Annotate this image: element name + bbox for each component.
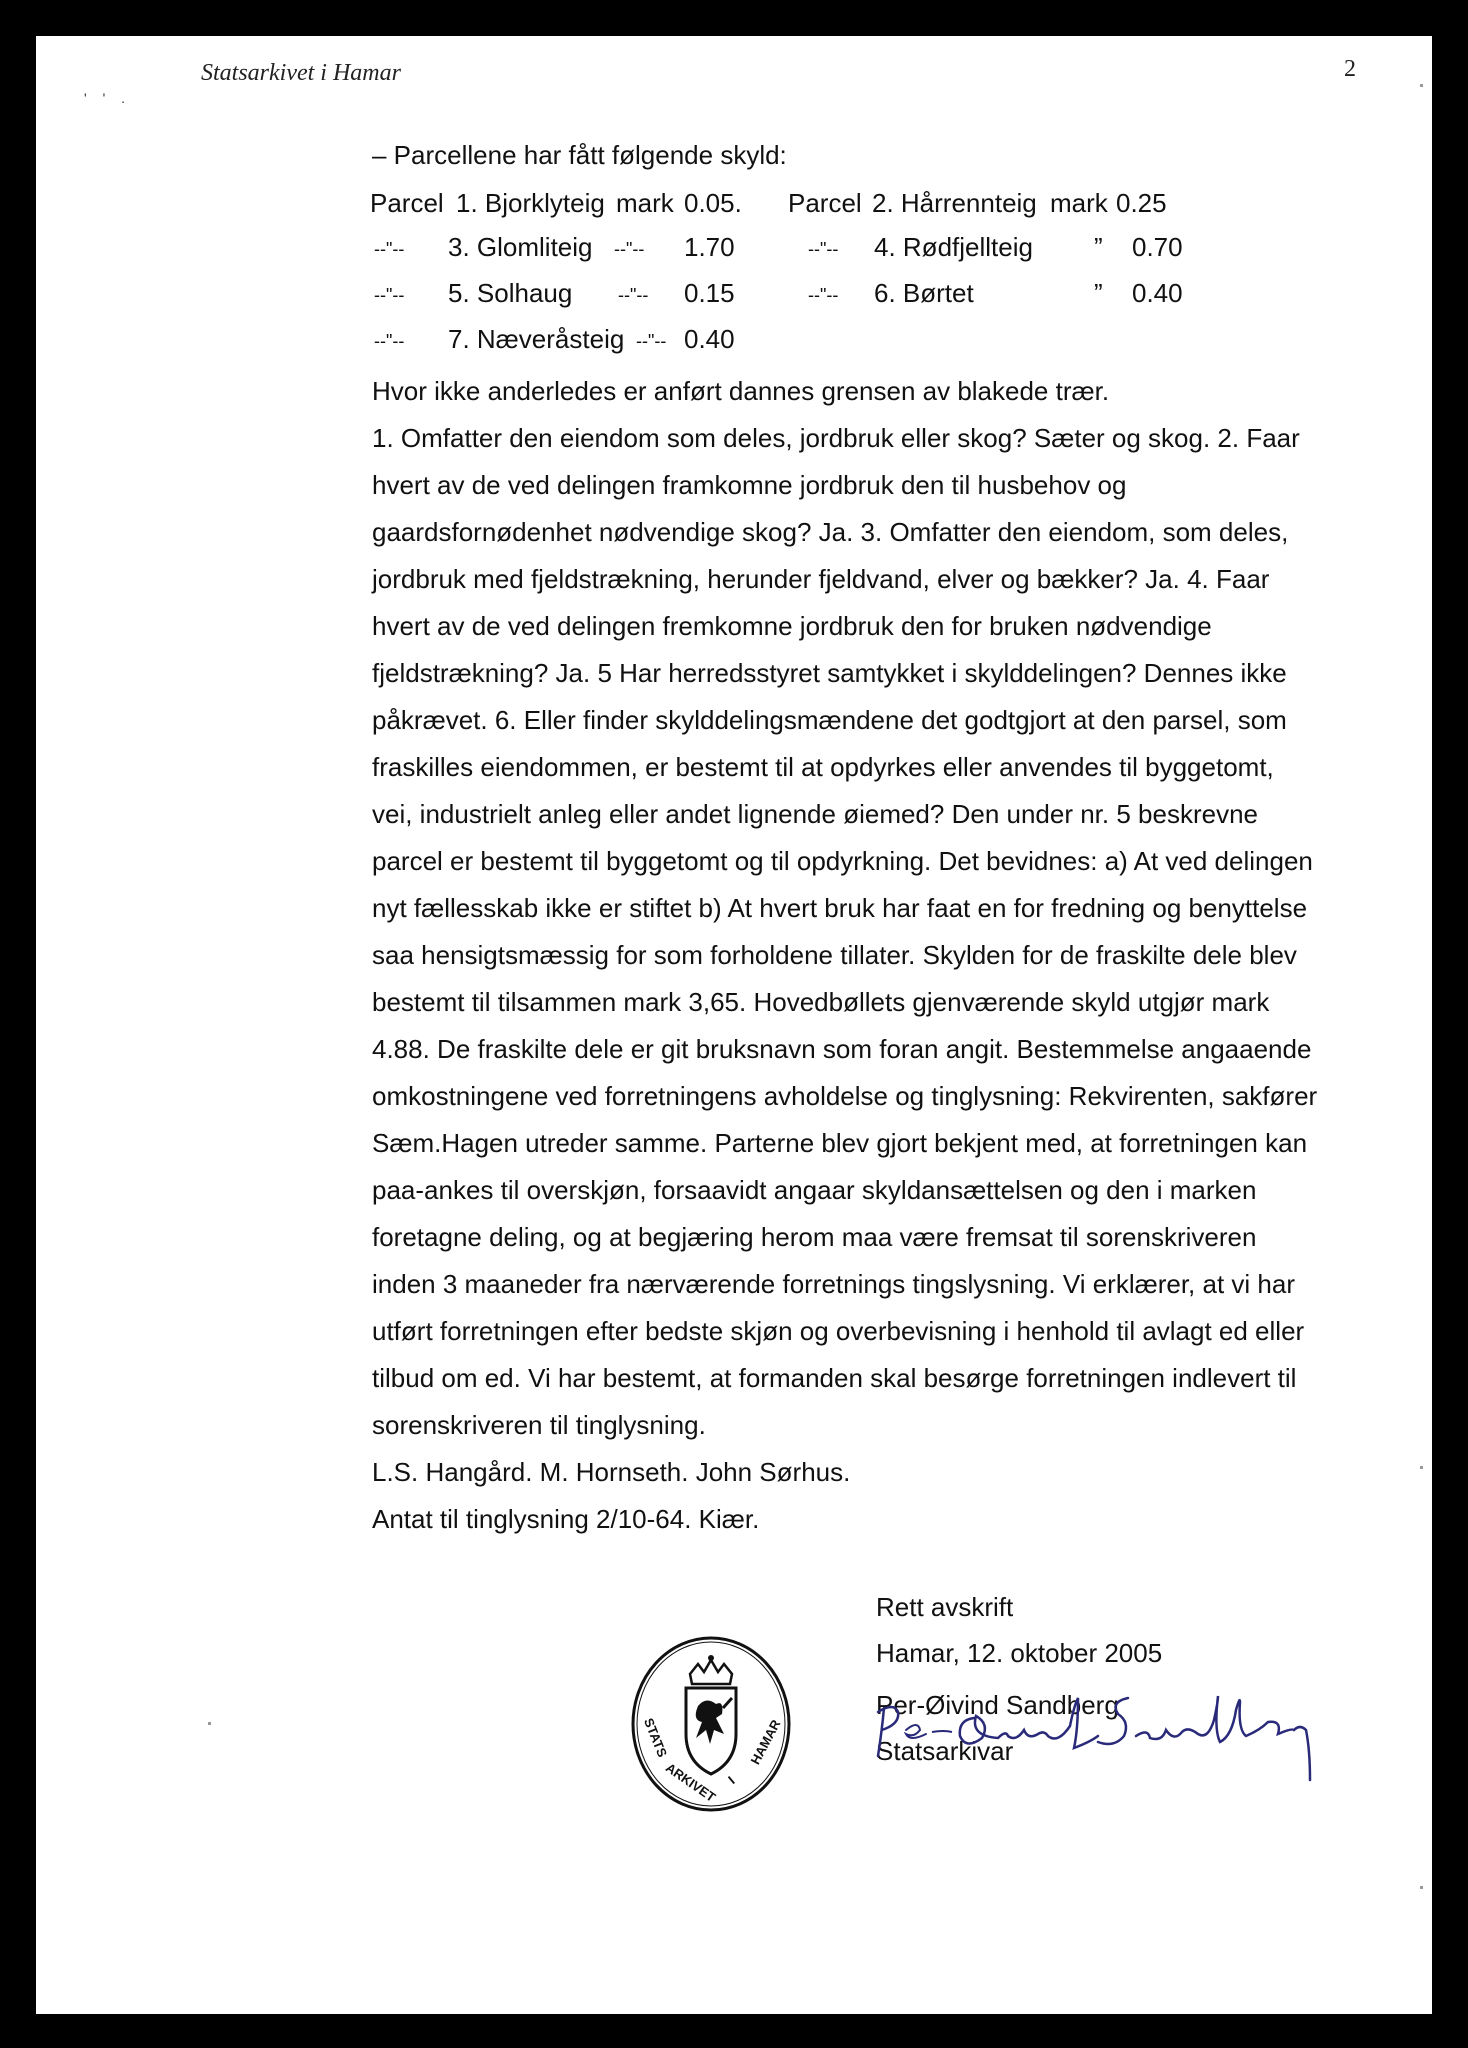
body-line: nyt fællesskab ikke er stiftet b) At hvert bruk har faat en for fredning og benyttelse — [372, 893, 1308, 923]
body-line: bestemt til tilsammen mark 3,65. Hovedbøllets gjenværende skyld utgjør mark — [372, 987, 1270, 1017]
body-line: 4.88. De fraskilte dele er git bruksnavn som foran angit. Bestemmelse angaaende — [372, 1034, 1312, 1064]
archive-header: Statsarkivet i Hamar — [201, 60, 401, 86]
body-line: tilbud om ed. Vi har bestemt, at formanden skal besørge forretningen indlevert til — [372, 1363, 1297, 1393]
body-line: Antat til tinglysning 2/10-64. Kiær. — [372, 1504, 760, 1534]
signer-title: Statsarkivar — [876, 1736, 1014, 1766]
parcel-mid: ” — [1094, 278, 1103, 308]
parcel-prefix: Parcel — [370, 188, 444, 218]
parcel-name: 4. Rødfjellteig — [874, 232, 1033, 262]
body-line: fjeldstrækning? Ja. 5 Har herredsstyret samtykket i skylddelingen? Dennes ikke — [372, 658, 1287, 688]
body-line: inden 3 maaneder fra nærværende forretnings tingslysning. Vi erklærer, at vi har — [372, 1269, 1295, 1299]
parcel-mid: --"-- — [614, 239, 645, 259]
parcel-value: 0.25 — [1116, 188, 1167, 218]
body-text — [372, 368, 1392, 1543]
svg-text:STATS: STATS — [640, 1715, 671, 1760]
body-line: parcel er bestemt til byggetomt og til opdyrkning. Det bevidnes: a) At ved delingen — [372, 846, 1313, 876]
parcel-prefix: --"-- — [374, 331, 405, 351]
page-number: 2 — [1344, 56, 1356, 82]
svg-text:ARKIVET: ARKIVET — [663, 1759, 719, 1805]
parcel-prefix: --"-- — [808, 239, 839, 259]
parcel-prefix: Parcel — [788, 188, 862, 218]
body-line: vei, industrielt anleg eller andet lignende øiemed? Den under nr. 5 beskrevne — [372, 799, 1258, 829]
parcel-mid: --"-- — [636, 331, 667, 351]
parcel-prefix: --"-- — [374, 285, 405, 305]
body-line: saa hensigtsmæssig for som forholdene tillater. Skylden for de fraskilte dele blev — [372, 940, 1297, 970]
svg-text:I: I — [725, 1773, 738, 1787]
body-line: Hvor ikke anderledes er anført dannes grensen av blakede trær. — [372, 376, 1110, 406]
body-line: L.S. Hangård. M. Hornseth. John Sørhus. — [372, 1457, 851, 1487]
body-line: sorenskriveren til tinglysning. — [372, 1410, 706, 1440]
parcel-prefix: --"-- — [808, 285, 839, 305]
body-line: foretagne deling, og at begjæring herom maa være fremsat til sorenskriveren — [372, 1222, 1257, 1252]
certification-label: Rett avskrift — [876, 1592, 1014, 1622]
body-line: utført forretningen efter bedste skjøn og overbevisning i henhold til avlagt ed eller — [372, 1316, 1305, 1346]
parcel-value: 0.15 — [684, 278, 735, 308]
parcel-value: 0.40 — [684, 324, 735, 354]
parcel-name: 6. Børtet — [874, 278, 974, 308]
body-line: paa-ankes til overskjøn, forsaavidt angaar skyldansættelsen og den i marken — [372, 1175, 1257, 1205]
parcel-name: 2. Hårrennteig — [872, 188, 1037, 218]
body-line: Sæm.Hagen utreder samme. Parterne blev gjort bekjent med, at forretningen kan — [372, 1128, 1308, 1158]
parcel-name: 3. Glomliteig — [448, 232, 593, 262]
parcels-intro: – Parcellene har fått følgende skyld: — [372, 140, 787, 170]
document-page — [36, 36, 1432, 2014]
parcel-mid: mark — [616, 188, 674, 218]
parcel-name: 5. Solhaug — [448, 278, 573, 308]
parcel-value: 0.70 — [1132, 232, 1183, 262]
body-line: gaardsfornødenhet nødvendige skog? Ja. 3. Omfatter den eiendom, som deles, — [372, 517, 1289, 547]
parcel-mid: --"-- — [618, 285, 649, 305]
body-line: hvert av de ved delingen fremkomne jordbruk den for bruken nødvendige — [372, 611, 1212, 641]
body-line: jordbruk med fjeldstrækning, herunder fjeldvand, elver og bækker? Ja. 4. Faar — [372, 564, 1270, 594]
parcel-value: 1.70 — [684, 232, 735, 262]
parcel-name: 1. Bjorklyteig — [456, 188, 605, 218]
margin-marks: ' ' . — [84, 90, 132, 106]
svg-text:HAMAR: HAMAR — [747, 1717, 784, 1767]
parcel-name: 7. Næveråsteig — [448, 324, 625, 354]
scan-speck — [208, 1722, 211, 1725]
body-line: fraskilles eiendommen, er bestemt til at opdyrkes eller anvendes til byggetomt, — [372, 752, 1274, 782]
place-date: Hamar, 12. oktober 2005 — [876, 1638, 1163, 1668]
body-line: 1. Omfatter den eiendom som deles, jordbruk eller skog? Sæter og skog. 2. Faar — [372, 423, 1300, 453]
body-line: hvert av de ved delingen framkomne jordbruk den til husbehov og — [372, 470, 1127, 500]
body-line: påkrævet. 6. Eller finder skylddelingsmændene det godtgjort at den parsel, som — [372, 705, 1287, 735]
scan-speck — [1420, 84, 1423, 87]
parcel-mid: mark — [1050, 188, 1108, 218]
signer-name: Per-Øivind Sandberg — [876, 1690, 1119, 1720]
parcel-mid: ” — [1094, 232, 1103, 262]
scan-speck — [1420, 1466, 1423, 1469]
scan-speck — [1420, 1886, 1423, 1889]
handwritten-signature-icon — [848, 1690, 1328, 1790]
parcel-prefix: --"-- — [374, 239, 405, 259]
archive-seal-icon — [628, 1634, 794, 1814]
parcel-value: 0.40 — [1132, 278, 1183, 308]
body-line: omkostningene ved forretningens avholdelse og tinglysning: Rekvirenten, sakfører — [372, 1081, 1318, 1111]
parcel-value: 0.05. — [684, 188, 742, 218]
